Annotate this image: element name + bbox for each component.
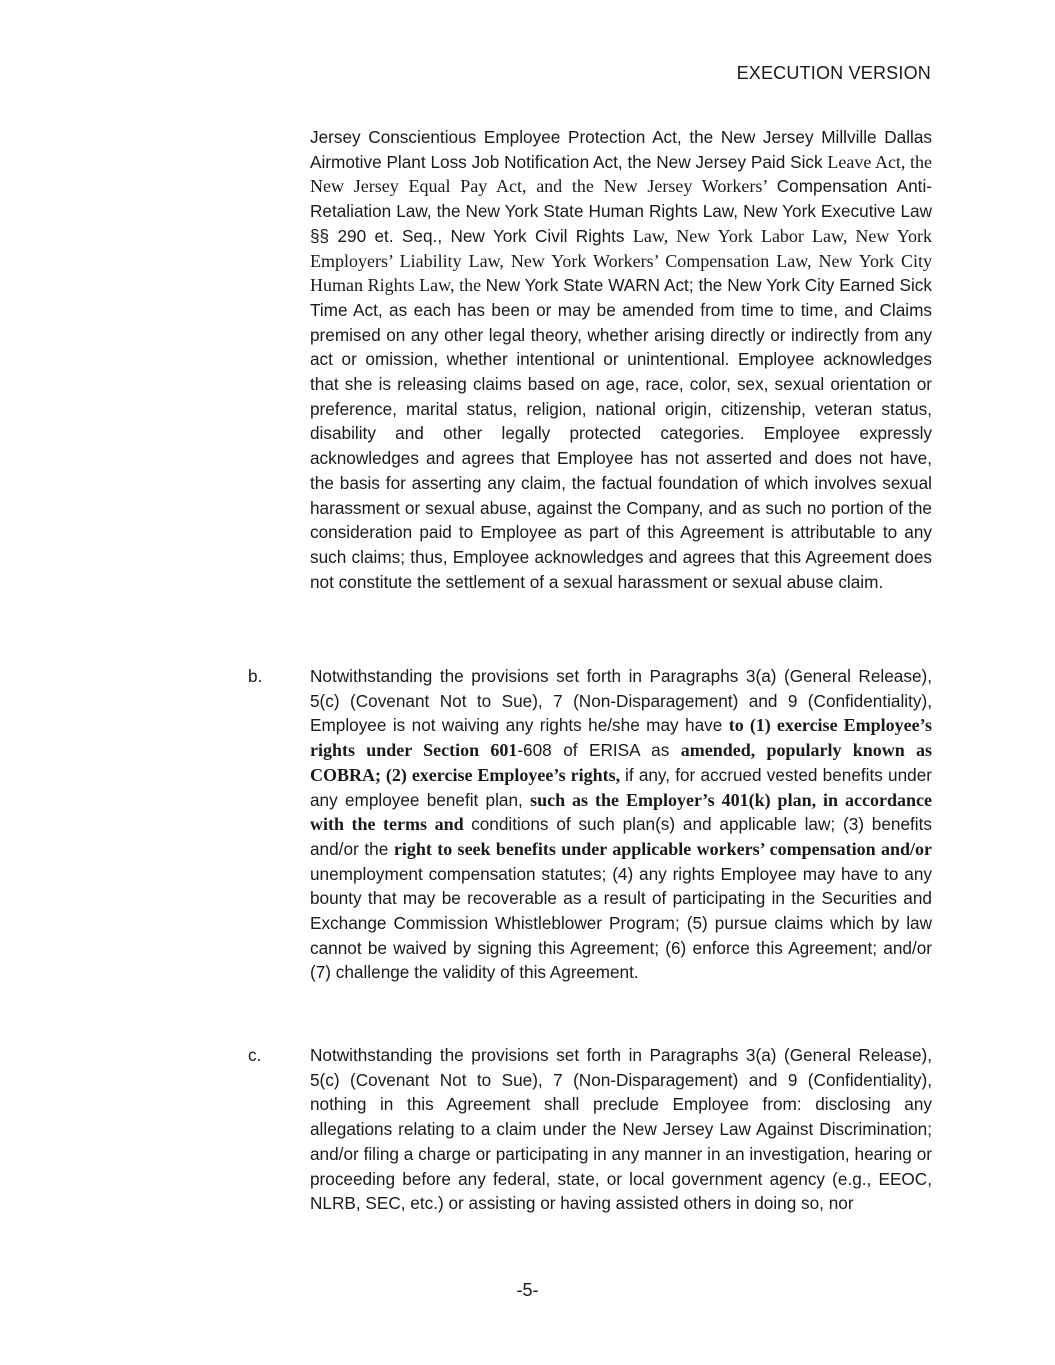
paragraph-c-marker: c. [248, 1045, 262, 1065]
paragraph-b [310, 664, 932, 985]
paragraph-text: New York State WARN Act; the New York City Earned Sick Time Act, as each has been or may be amended from time to time, and Claims premised on any other legal theory, whether arising directly or indirectly from any act or omission, whether intentional or unintentional. Employee acknowledges that she is releasing claims based on age, race, color, sex, sexual orientation or preference, marital status, religion, national origin, citizenship, veteran status, disability and other legally protected categories. Employee expressly acknowledges and agrees that Employee has not asserted and does not have, the basis for asserting any claim, the factual foundation of which involves sexual harassment or sexual abuse, against the Company, and as such no portion of the consideration paid to Employee as part of this Agreement is attributable to any such claims; thus, Employee acknowledges and agrees that this Agreement does not constitute the settlement of a sexual harassment or sexual abuse claim. [310, 275, 932, 592]
paragraph-text: Jersey Conscientious Employee Protection Act, the New Jersey Millville Dallas Airmotive Plant Loss Job Notification Act, the New Jersey Paid Sick [310, 127, 932, 172]
page-number: -5- [516, 1280, 539, 1300]
paragraph-text: Notwithstanding the provisions set forth in Paragraphs 3(a) (General Release), 5(c) (Covenant Not to Sue), 7 (Non-Disparagement) and 9 (Confidentiality), Employee is not waiving any rights he/she may have [310, 666, 932, 736]
paragraph-text: conditions of such plan(s) and applicable law; (3) benefits and/or the [310, 814, 932, 859]
paragraph-c [310, 1043, 932, 1216]
paragraph-bold-text: right to seek benefits under applicable workers’ compensation and/or [393, 838, 932, 859]
paragraph-text-serif: Leave Act, the New Jersey Equal Pay Act, and the New Jersey Workers’ [310, 151, 932, 197]
paragraph-bold-text: such as the Employer’s 401(k) plan, in accordance with the terms and [310, 789, 932, 835]
paragraph-bold-text: to (1) exercise Employee’s rights under Section 601 [310, 715, 932, 761]
paragraph-text: if any, for accrued vested benefits under any employee benefit plan, [310, 764, 932, 810]
document-header: EXECUTION VERSION [736, 63, 931, 83]
paragraph-text-serif: Law, New York Labor Law, New York Employers’ Liability Law, New York Workers’ Compensation Law, New York City Human Rights Law, the [310, 225, 932, 296]
release-paragraph-continuation [310, 125, 932, 594]
paragraph-text: -608 of ERISA as [517, 740, 681, 761]
paragraph-text: Compensation Anti-Retaliation Law, the New York State Human Rights Law, New York Executive Law §§ 290 et. Seq., New York Civil Rights [310, 176, 932, 246]
paragraph-text: unemployment compensation statutes; (4) any rights Employee may have to any bounty that may be recoverable as a result of participating in the Securities and Exchange Commission Whistleblower Program; (5) pursue claims which by law cannot be waived by signing this Agreement; (6) enforce this Agreement; and/or (7) challenge the validity of this Agreement. [310, 863, 932, 983]
paragraph-bold-text: amended, popularly known as COBRA; (2) exercise Employee’s rights, [310, 740, 932, 785]
paragraph-text: Notwithstanding the provisions set forth in Paragraphs 3(a) (General Release), 5(c) (Covenant Not to Sue), 7 (Non-Disparagement) and 9 (Confidentiality), nothing in this Agreement shall preclude Employee from: disclosing any allegations relating to a claim under the New Jersey Law Against Discrimination; and/or filing a charge or participating in any manner in an investigation, hearing or proceeding before any federal, state, or local government agency (e.g., EEOC, NLRB, SEC, etc.) or assisting or having assisted others in doing so, nor [310, 1045, 932, 1214]
paragraph-b-marker: b. [248, 666, 263, 686]
